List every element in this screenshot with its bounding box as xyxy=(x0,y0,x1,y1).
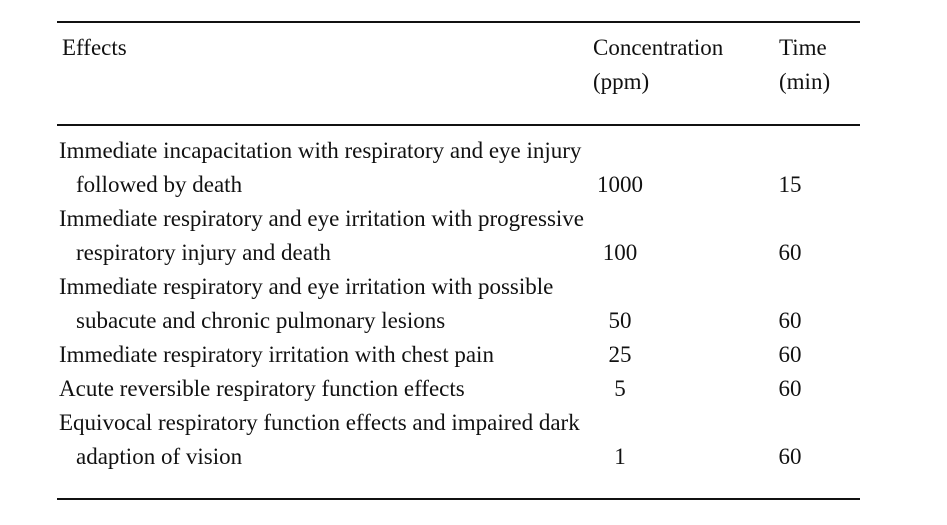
effect-line-1: Immediate respiratory irritation with chest pain xyxy=(59,342,494,367)
table-row-time: 60 xyxy=(778,308,802,333)
table-row-concentration: 50 xyxy=(608,308,632,333)
header-time-label: Time xyxy=(779,35,827,60)
table-row-time: 60 xyxy=(778,444,802,469)
table-row-time: 15 xyxy=(778,172,802,197)
table-row-concentration: 5 xyxy=(614,376,626,401)
table-row-effect xyxy=(59,270,553,338)
table-row-concentration: 100 xyxy=(602,240,638,265)
effect-line-2: adaption of vision xyxy=(76,444,243,469)
effect-line-1: Acute reversible respiratory function effects xyxy=(59,376,465,401)
effect-line-1: Immediate incapacitation with respiratory and eye injury xyxy=(59,138,582,163)
table-bottom-rule xyxy=(57,498,860,500)
header-time-unit: (min) xyxy=(779,69,831,94)
table-row-effect xyxy=(59,202,584,270)
table-row-effect xyxy=(59,372,465,406)
table-row-effect xyxy=(59,134,581,202)
table-row-effect xyxy=(59,406,580,474)
table-row-effect xyxy=(59,338,494,372)
table-row-time: 60 xyxy=(778,376,802,401)
header-time xyxy=(779,31,830,99)
effect-line-2: respiratory injury and death xyxy=(76,240,331,265)
table-top-rule xyxy=(57,21,860,23)
table-header-rule xyxy=(57,124,860,126)
header-effects: Effects xyxy=(62,35,127,60)
effect-line-1: Immediate respiratory and eye irritation with possible xyxy=(59,274,554,299)
header-concentration-label: Concentration xyxy=(593,35,724,60)
table-row-time: 60 xyxy=(778,240,802,265)
effect-line-1: Equivocal respiratory function effects and impaired dark xyxy=(59,410,580,435)
header-concentration-unit: (ppm) xyxy=(593,69,650,94)
header-concentration xyxy=(593,31,723,99)
effect-line-1: Immediate respiratory and eye irritation with progressive xyxy=(59,206,584,231)
table-row-concentration: 1 xyxy=(614,444,626,469)
table-row-concentration: 1000 xyxy=(597,172,643,197)
table-row-time: 60 xyxy=(778,342,802,367)
effect-line-2: subacute and chronic pulmonary lesions xyxy=(76,308,446,333)
effect-line-2: followed by death xyxy=(76,172,243,197)
table-row-concentration: 25 xyxy=(608,342,632,367)
